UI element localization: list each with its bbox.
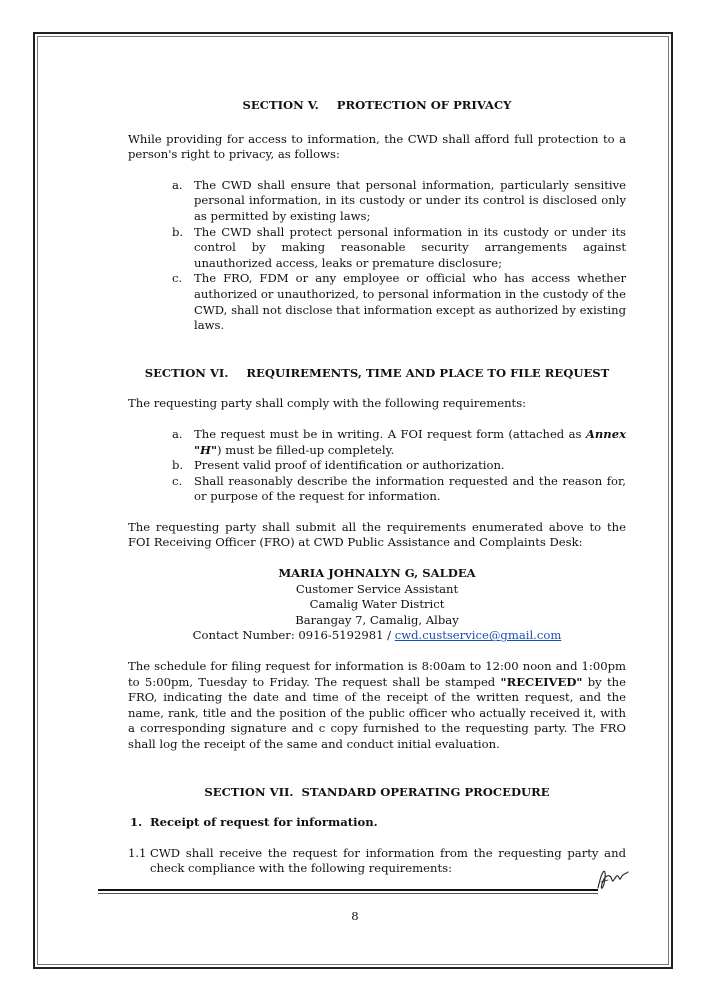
list-marker: b. — [172, 224, 184, 239]
subsection-item — [128, 846, 626, 877]
document-body — [128, 98, 626, 877]
submit-paragraph: The requesting party shall submit all the requirements enumerated above to the FOI Receiving Officer (FRO) at CWD Public Assistance and Complaints Desk: — [128, 519, 626, 550]
section-vii-number: SECTION VII. — [204, 784, 294, 799]
list-item-text: The request must be in writing. A FOI request form (attached as — [194, 426, 586, 441]
subsection-item-text: CWD shall receive the request for information from the requesting party and check compliance with the following requirements: — [150, 845, 626, 876]
section-v-title: PROTECTION OF PRIVACY — [336, 98, 512, 112]
annex-reference: Annex "H" — [194, 426, 626, 457]
section-vi-intro: The requesting party shall comply with the following requirements: — [128, 396, 527, 411]
contact-address: Barangay 7, Camalig, Albay — [295, 612, 459, 627]
subsection-heading — [128, 815, 626, 831]
section-v-list — [128, 178, 626, 334]
footer-rule — [98, 889, 598, 891]
contact-name: MARIA JOHNALYN G, SALDEA — [278, 566, 476, 581]
contact-number-line — [128, 628, 626, 644]
section-vi-list — [128, 427, 626, 505]
list-marker: b. — [172, 458, 184, 473]
list-item — [128, 178, 626, 225]
email-link[interactable]: cwd.custservice@gmail.com — [394, 628, 562, 643]
section-v-number: SECTION V. — [242, 98, 319, 112]
list-item — [128, 271, 626, 333]
list-marker: a. — [172, 426, 183, 441]
list-item-text: The CWD shall protect personal information in its custody or under its control by making reasonable security arrangements against unauthorized access, leaks or premature disclosure; — [194, 224, 626, 270]
list-item-text-cont: ) must be filled-up completely. — [217, 442, 395, 457]
list-marker: a. — [172, 177, 183, 192]
section-v-intro: While providing for access to information, the CWD shall afford full protection to a person's right to privacy, as follows: — [128, 131, 626, 162]
subsection-title: Receipt of request for information. — [150, 815, 378, 830]
schedule-text-cont: by the FRO, indicating the date and time of the receipt of the written request, and the name, rank, title and the position of the public officer who actually received it, with a corresponding signature and c copy furnished to the requesting party. The FRO shall log the receipt of the same and conduct initial evaluation. — [128, 674, 626, 751]
list-item — [128, 474, 626, 505]
list-item-text: Shall reasonably describe the information requested and the reason for, or purpose of the request for information. — [194, 473, 626, 504]
signature-mark — [592, 862, 632, 894]
list-item — [128, 458, 626, 474]
list-marker: c. — [172, 271, 183, 286]
section-vii-heading — [128, 785, 626, 801]
contact-position: Customer Service Assistant — [295, 581, 459, 596]
page-number: 8 — [351, 909, 359, 923]
contact-block — [128, 566, 626, 644]
section-vii-title: STANDARD OPERATING PROCEDURE — [301, 784, 550, 799]
schedule-paragraph — [128, 659, 626, 753]
list-item — [128, 427, 626, 458]
subsection-item-marker: 1.1 — [128, 845, 147, 860]
list-marker: c. — [172, 473, 183, 488]
contact-office: Camalig Water District — [309, 597, 445, 612]
contact-number: Contact Number: 0916-5192981 / — [192, 628, 395, 643]
section-vi-number: SECTION VI. — [144, 365, 229, 380]
footer-rule-thin — [98, 893, 598, 894]
section-v-heading — [128, 98, 626, 114]
section-vi-heading — [128, 366, 626, 382]
list-item — [128, 225, 626, 272]
subsection-marker: 1. — [130, 815, 143, 830]
received-stamp-text: "RECEIVED" — [500, 674, 583, 689]
list-item-text: The CWD shall ensure that personal information, particularly sensitive personal information, in its custody or under its control is disclosed only as permitted by existing laws; — [194, 177, 626, 223]
list-item-text: The FRO, FDM or any employee or official who has access whether authorized or unauthorized, to personal information in the custody of the CWD, shall not disclose that information except as authorized by existing laws. — [194, 271, 626, 333]
list-item-text: Present valid proof of identification or authorization. — [194, 458, 505, 473]
section-vi-title: REQUIREMENTS, TIME AND PLACE TO FILE REQUEST — [246, 365, 610, 380]
schedule-text: The schedule for filing request for information is 8:00am to 12:00 noon and 1:00pm to 5:00pm, Tuesday to Friday. The request shall be stamped — [128, 659, 626, 689]
